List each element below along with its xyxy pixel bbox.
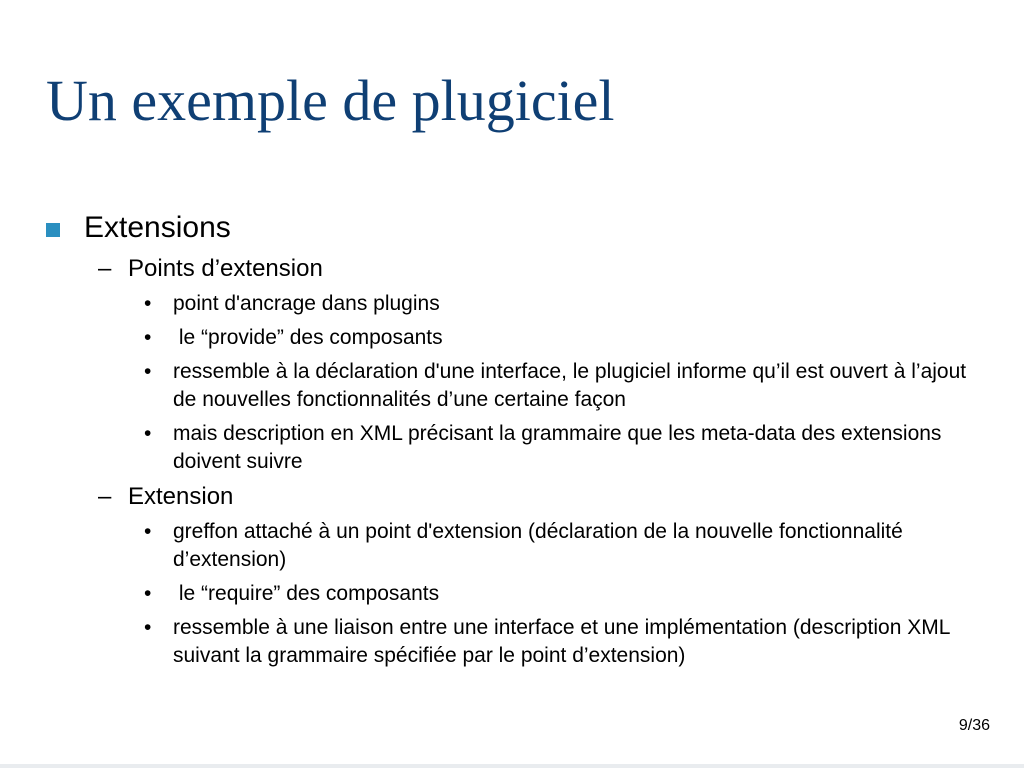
list-item-text: ressemble à une liaison entre une interface et une implémentation (description XML suivant la grammaire spécifiée par le point d’extension) (173, 616, 956, 667)
section-title: Extension (128, 483, 234, 510)
list-item-text: le “require” des composants (173, 582, 440, 605)
list-item-text: greffon attaché à un point d'extension (déclaration de la nouvelle fonctionnalité d’extension) (173, 520, 909, 571)
dot-bullet-icon: • (144, 616, 152, 639)
list-item-text: ressemble à la déclaration d'une interface, le plugiciel informe qu’il est ouvert à l’ajout de nouvelles fonctionnalités d’une certaine façon (173, 360, 972, 411)
list-item-text: le “provide” des composants (173, 326, 443, 349)
dot-bullet-icon: • (144, 360, 152, 383)
square-bullet-icon (46, 223, 60, 237)
list-item-text: point d'ancrage dans plugins (173, 292, 440, 315)
heading-label: Extensions (84, 211, 231, 244)
dot-bullet-icon: • (144, 326, 152, 349)
dash-bullet-icon: – (98, 483, 112, 510)
dot-bullet-icon: • (144, 582, 152, 605)
list-item-text: mais description en XML précisant la grammaire que les meta-data des extensions doivent suivre (173, 422, 948, 473)
dash-bullet-icon: – (98, 255, 112, 282)
dot-bullet-icon: • (144, 520, 152, 543)
page-number: 9/36 (958, 717, 990, 734)
slide-title: Un exemple de plugiciel (46, 68, 615, 133)
dot-bullet-icon: • (144, 422, 152, 445)
footer-divider (0, 764, 1024, 768)
dot-bullet-icon: • (144, 292, 152, 315)
section-title: Points d’extension (128, 255, 323, 282)
